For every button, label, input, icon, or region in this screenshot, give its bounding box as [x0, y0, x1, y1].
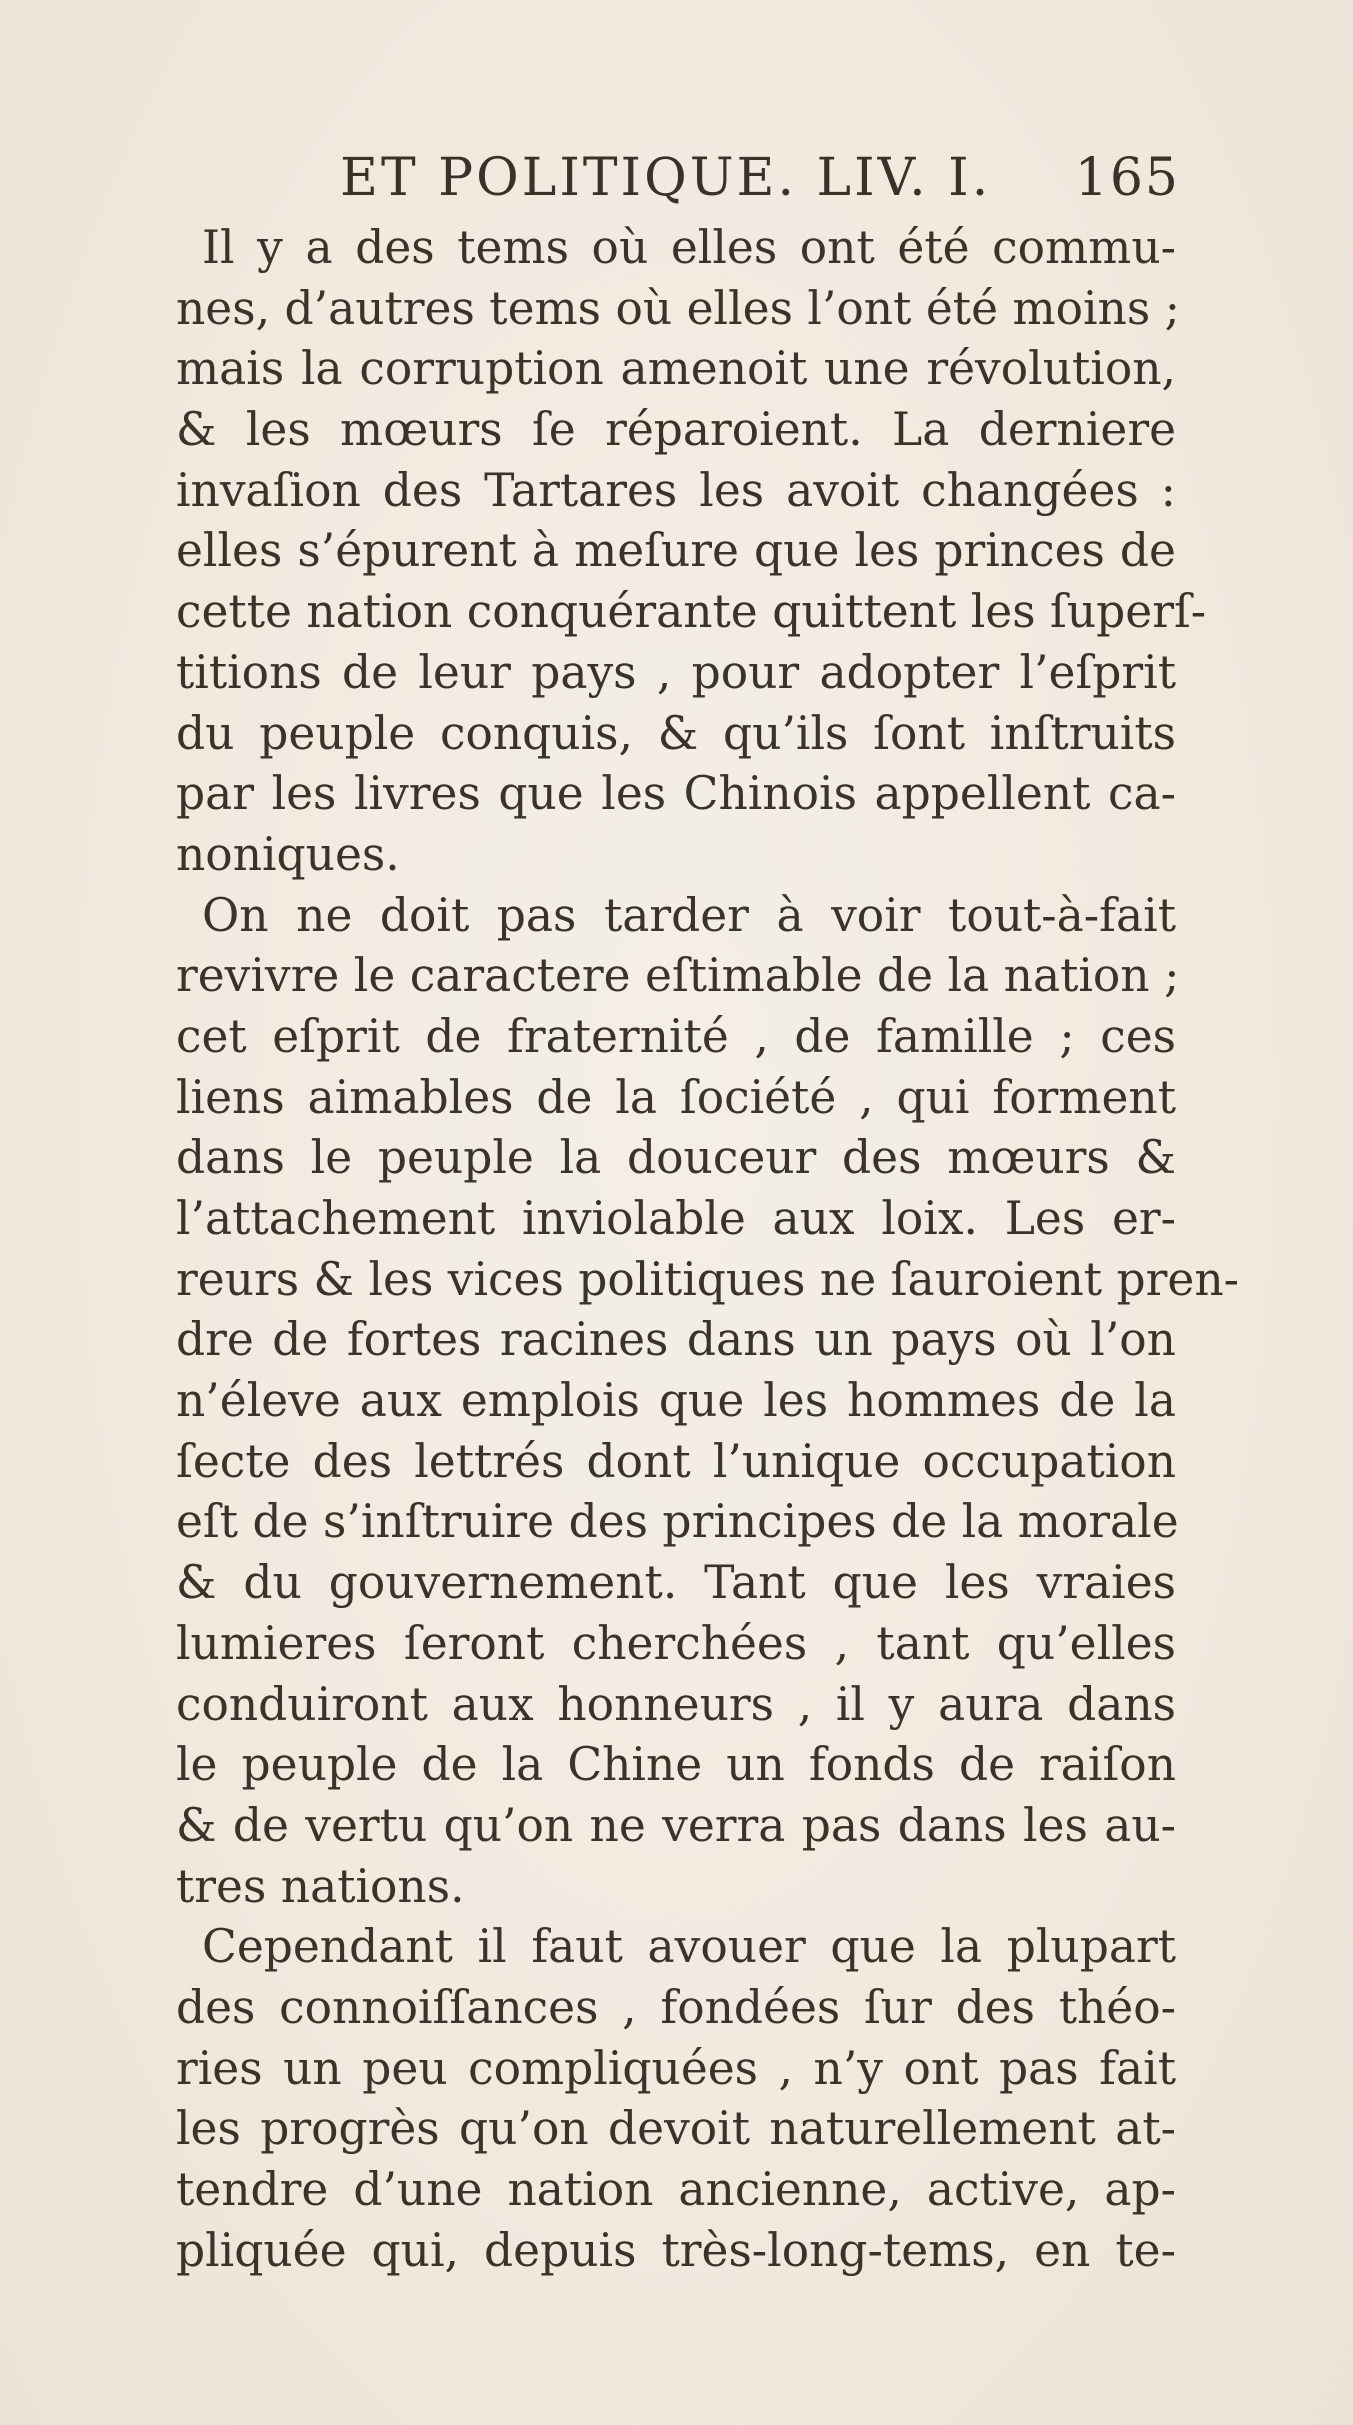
text-line: ſecte des lettrés dont l’unique occupation — [176, 1434, 1176, 1488]
text-line: du peuple conquis, & qu’ils ſont inſtruits — [176, 706, 1176, 760]
text-line: le peuple de la Chine un fonds de raiſon — [176, 1738, 1176, 1792]
text-line: On ne doit pas tarder à voir tout-à-fait — [202, 888, 1176, 942]
text-line: mais la corruption amenoit une révolution, — [176, 342, 1176, 396]
text-line: & de vertu qu’on ne verra pas dans les au- — [176, 1798, 1176, 1852]
text-line: nes, d’autres tems où elles l’ont été moins ; — [176, 281, 1180, 335]
text-line: invaſion des Tartares les avoit changées : — [176, 463, 1176, 517]
page-header — [340, 148, 1180, 218]
text-line: par les livres que les Chinois appellent ca- — [176, 767, 1176, 821]
text-line: reurs & les vices politiques ne ſauroient pren- — [176, 1252, 1240, 1306]
text-line: dre de fortes racines dans un pays où l’on — [176, 1313, 1176, 1367]
text-line: eſt de s’inſtruire des principes de la morale — [176, 1495, 1179, 1549]
body-text — [176, 218, 1240, 2281]
text-line: noniques. — [176, 827, 400, 881]
text-line: tres nations. — [176, 1859, 465, 1913]
text-line: titions de leur pays , pour adopter l’eſprit — [176, 645, 1176, 699]
text-line: liens aimables de la ſociété , qui forment — [176, 1070, 1176, 1124]
text-line: n’éleve aux emplois que les hommes de la — [176, 1374, 1176, 1428]
text-line: cette nation conquérante quittent les ſuperſ- — [176, 585, 1207, 639]
running-head: ET POLITIQUE. LIV. I. — [340, 148, 992, 208]
text-line: l’attachement inviolable aux loix. Les er- — [176, 1192, 1176, 1245]
text-line: des connoiſſances , fondées ſur des théo- — [176, 1980, 1176, 2034]
text-line: ries un peu compliquées , n’y ont pas fait — [176, 2041, 1176, 2095]
text-line: conduiront aux honneurs , il y aura dans — [176, 1677, 1176, 1731]
text-line: cet eſprit de fraternité , de famille ; ces — [176, 1009, 1176, 1063]
text-line: Il y a des tems où elles ont été commu- — [202, 221, 1176, 274]
text-line: pliquée qui, depuis très-long-tems, en te- — [176, 2223, 1176, 2277]
page-number: 165 — [1074, 148, 1180, 208]
text-line: & du gouvernement. Tant que les vraies — [176, 1556, 1176, 1610]
text-line: Cependant il faut avouer que la plupart — [202, 1920, 1176, 1974]
text-line: lumieres ſeront cherchées , tant qu’elles — [176, 1616, 1176, 1670]
text-line: revivre le caractere eſtimable de la nation ; — [176, 949, 1180, 1003]
text-line: tendre d’une nation ancienne, active, ap- — [176, 2163, 1176, 2216]
text-line: les progrès qu’on devoit naturellement at- — [176, 2102, 1176, 2156]
text-line: dans le peuple la douceur des mœurs & — [176, 1131, 1176, 1185]
text-line: & les mœurs ſe réparoient. La derniere — [176, 403, 1176, 457]
text-line: elles s’épurent à meſure que les princes de — [176, 524, 1176, 578]
